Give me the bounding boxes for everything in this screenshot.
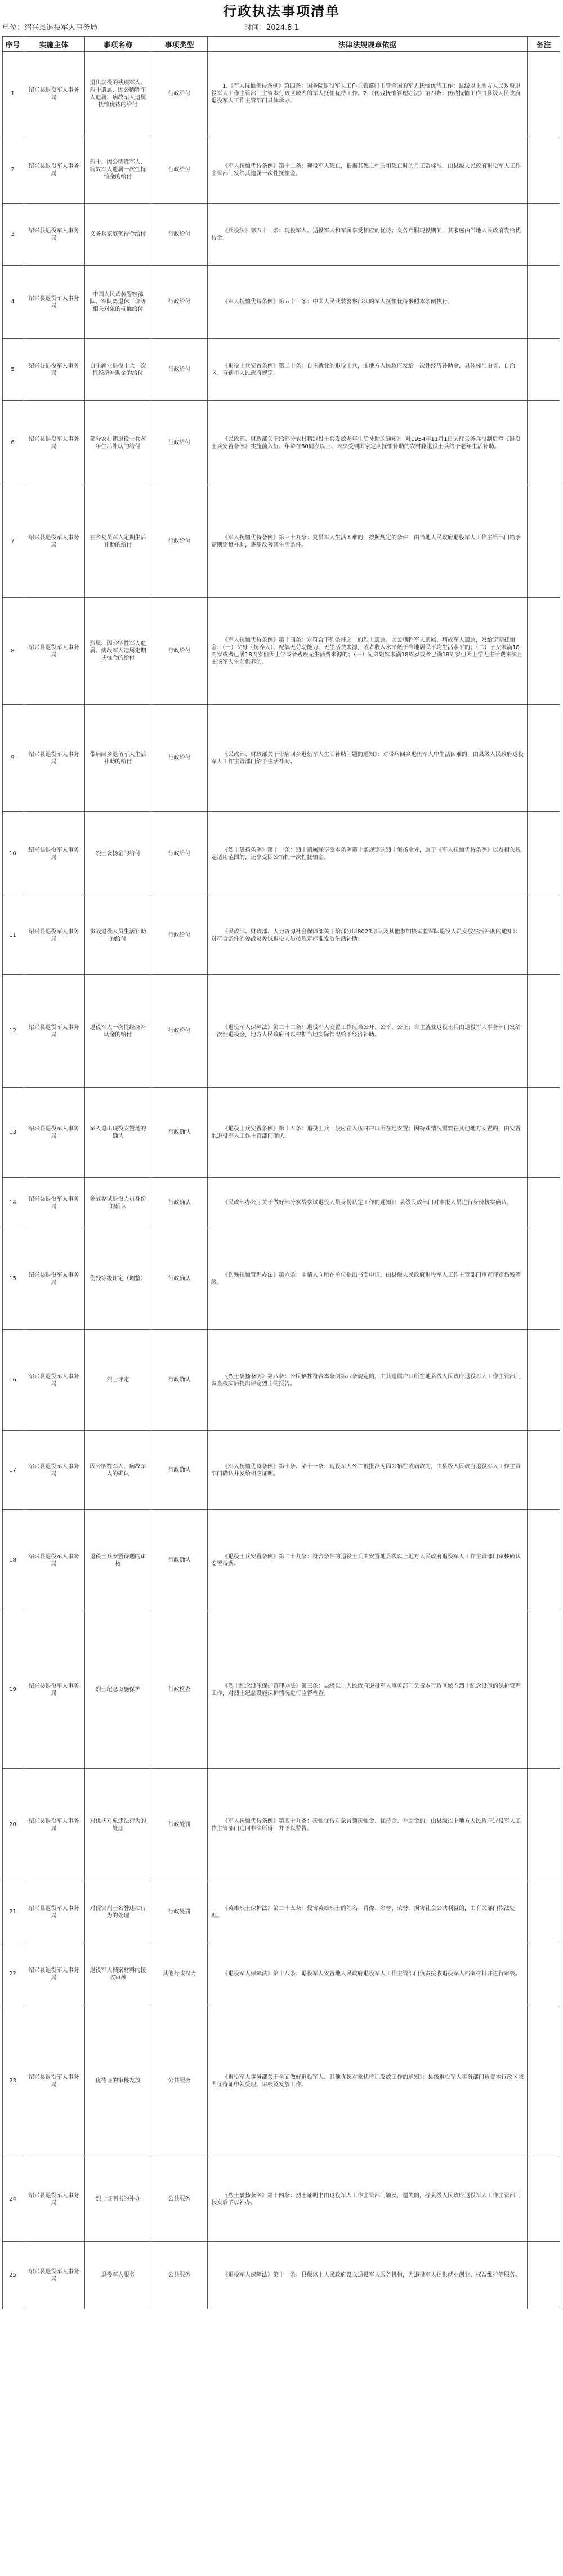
remarks-cell bbox=[528, 975, 560, 1088]
remarks-cell bbox=[528, 1431, 560, 1510]
serial-cell: 17 bbox=[3, 1431, 23, 1510]
serial-cell: 5 bbox=[3, 339, 23, 401]
item-name-cell: 烈士、因公牺牲军人、病故军人遗属一次性抚恤金的给付 bbox=[85, 136, 151, 204]
item-name-cell: 对优抚对象违法行为的处理 bbox=[85, 1769, 151, 1881]
subject-cell: 绍兴县退役军人事务局 bbox=[23, 204, 85, 266]
legal-basis-cell: 《军人抚恤优待条例》第五十一条：中国人民武装警察部队的军人抚恤优待参照本条例执行。 bbox=[208, 266, 528, 339]
serial-cell: 25 bbox=[3, 2242, 23, 2309]
serial-cell: 20 bbox=[3, 1769, 23, 1881]
serial-cell: 13 bbox=[3, 1088, 23, 1178]
header-subject: 实施主体 bbox=[23, 37, 85, 52]
table-row bbox=[3, 1943, 560, 2005]
item-type-cell: 行政给付 bbox=[151, 136, 208, 204]
item-name-cell: 退役军人档案材料的接收审核 bbox=[85, 1943, 151, 2005]
legal-basis-cell: 《兵役法》第五十一条：现役军人、退役军人和军属享受相应的优待；义务兵服现役期间，其家庭由当地人民政府发给优待金。 bbox=[208, 204, 528, 266]
item-name-cell: 伤残等级评定（调整） bbox=[85, 1228, 151, 1330]
table-header-row bbox=[3, 37, 560, 52]
subject-cell: 绍兴县退役军人事务局 bbox=[23, 136, 85, 204]
remarks-cell bbox=[528, 1510, 560, 1611]
remarks-cell bbox=[528, 266, 560, 339]
document-date: 时间：2024.8.1 bbox=[244, 24, 299, 32]
remarks-cell bbox=[528, 1178, 560, 1228]
remarks-cell bbox=[528, 1769, 560, 1881]
item-name-cell: 带病回乡退伍军人生活补助的给付 bbox=[85, 705, 151, 812]
remarks-cell bbox=[528, 485, 560, 598]
serial-cell: 18 bbox=[3, 1510, 23, 1611]
subject-cell: 绍兴县退役军人事务局 bbox=[23, 401, 85, 485]
subject-cell: 绍兴县退役军人事务局 bbox=[23, 598, 85, 705]
subject-cell: 绍兴县退役军人事务局 bbox=[23, 485, 85, 598]
remarks-cell bbox=[528, 2242, 560, 2309]
serial-cell: 12 bbox=[3, 975, 23, 1088]
legal-basis-cell: 《民政部、财政部、人力资源社会保障部关于给部分原8023部队及其他参加核试验军队退役人员发放生活补助的通知》：对符合条件的参战及参试退役人员按规定标准发放生活补助。 bbox=[208, 896, 528, 975]
table-row bbox=[3, 136, 560, 204]
document-title: 行政执法事项清单 bbox=[223, 3, 340, 19]
item-type-cell: 行政给付 bbox=[151, 485, 208, 598]
serial-cell: 9 bbox=[3, 705, 23, 812]
table-row bbox=[3, 401, 560, 485]
subject-cell: 绍兴县退役军人事务局 bbox=[23, 1769, 85, 1881]
subject-cell: 绍兴县退役军人事务局 bbox=[23, 2157, 85, 2242]
item-name-cell: 退出现役的残疾军人、烈士遗属、因公牺牲军人遗属、病故军人遗属抚恤优待的给付 bbox=[85, 52, 151, 136]
table-row bbox=[3, 1611, 560, 1769]
subject-cell: 绍兴县退役军人事务局 bbox=[23, 2242, 85, 2309]
subject-cell: 绍兴县退役军人事务局 bbox=[23, 705, 85, 812]
remarks-cell bbox=[528, 598, 560, 705]
legal-basis-cell: 《烈士褒扬条例》第八条：公民牺牲符合本条例第八条规定的，由其遗属户口所在地县级人民政府退役军人工作主管部门调查核实后提出评定烈士的报告。 bbox=[208, 1330, 528, 1431]
item-type-cell: 行政确认 bbox=[151, 1088, 208, 1178]
legal-basis-cell: 《退役士兵安置条例》第二十九条：符合条件的退役士兵由安置地县级以上地方人民政府退役军人工作主管部门审核确认安置待遇。 bbox=[208, 1510, 528, 1611]
legal-basis-cell: 《退役士兵安置条例》第二十条：自主就业的退役士兵，由地方人民政府发给一次性经济补助金，具体标准由省、自治区、直辖市人民政府规定。 bbox=[208, 339, 528, 401]
table-row bbox=[3, 975, 560, 1088]
table-row bbox=[3, 1178, 560, 1228]
serial-cell: 21 bbox=[3, 1881, 23, 1943]
header-item-name: 事项名称 bbox=[85, 37, 151, 52]
table-row bbox=[3, 705, 560, 812]
serial-cell: 24 bbox=[3, 2157, 23, 2242]
remarks-cell bbox=[528, 896, 560, 975]
header-item-type: 事项类型 bbox=[151, 37, 208, 52]
legal-basis-cell: 《烈士褒扬条例》第十一条：烈士遗属除享受本条例第十条规定的烈士褒扬金外，属于《军人抚恤优待条例》以及相关规定适用范围的，还享受因公牺牲一次性抚恤金。 bbox=[208, 812, 528, 896]
table-row bbox=[3, 52, 560, 136]
subject-cell: 绍兴县退役军人事务局 bbox=[23, 1088, 85, 1178]
item-type-cell: 行政给付 bbox=[151, 975, 208, 1088]
item-type-cell: 行政给付 bbox=[151, 598, 208, 705]
item-type-cell: 行政处罚 bbox=[151, 1769, 208, 1881]
table-row bbox=[3, 896, 560, 975]
remarks-cell bbox=[528, 812, 560, 896]
item-name-cell: 义务兵家庭优待金给付 bbox=[85, 204, 151, 266]
table-row bbox=[3, 1431, 560, 1510]
subject-cell: 绍兴县退役军人事务局 bbox=[23, 1431, 85, 1510]
serial-cell: 23 bbox=[3, 2005, 23, 2157]
table-row bbox=[3, 598, 560, 705]
item-type-cell: 行政给付 bbox=[151, 401, 208, 485]
item-name-cell: 军人退出现役安置地的确认 bbox=[85, 1088, 151, 1178]
serial-cell: 6 bbox=[3, 401, 23, 485]
remarks-cell bbox=[528, 2005, 560, 2157]
remarks-cell bbox=[528, 1088, 560, 1178]
serial-cell: 2 bbox=[3, 136, 23, 204]
item-type-cell: 公共服务 bbox=[151, 2242, 208, 2309]
subject-cell: 绍兴县退役军人事务局 bbox=[23, 896, 85, 975]
table-row bbox=[3, 812, 560, 896]
remarks-cell bbox=[528, 1330, 560, 1431]
item-name-cell: 优待证的审核发放 bbox=[85, 2005, 151, 2157]
table-row bbox=[3, 339, 560, 401]
serial-cell: 4 bbox=[3, 266, 23, 339]
item-type-cell: 行政给付 bbox=[151, 705, 208, 812]
legal-basis-cell: 《民政部、财政部关于给部分农村籍退役士兵发放老年生活补助的通知》：对1954年11月1日试行义务兵役制后至《退役士兵安置条例》实施前入伍、年龄在60周岁以上、未享受到国家定期抚恤补助的农村籍退役士兵给予老年生活补助。 bbox=[208, 401, 528, 485]
item-name-cell: 中国人民武装警察部队、军队离退休干部等相关对象的抚恤给付 bbox=[85, 266, 151, 339]
remarks-cell bbox=[528, 1611, 560, 1769]
document-meta bbox=[2, 23, 560, 34]
item-type-cell: 行政给付 bbox=[151, 266, 208, 339]
subject-cell: 绍兴县退役军人事务局 bbox=[23, 52, 85, 136]
remarks-cell bbox=[528, 52, 560, 136]
item-type-cell: 行政确认 bbox=[151, 1330, 208, 1431]
legal-basis-cell: 《退役军人保障法》第十八条：退役军人安置地人民政府退役军人工作主管部门负责接收退役军人档案材料并进行审核。 bbox=[208, 1943, 528, 2005]
table-row bbox=[3, 1881, 560, 1943]
item-type-cell: 其他行政权力 bbox=[151, 1943, 208, 2005]
legal-basis-cell: 《伤残抚恤管理办法》第六条：申请人向所在单位提出书面申请，由县级人民政府退役军人工作主管部门审查评定伤残等级。 bbox=[208, 1228, 528, 1330]
remarks-cell bbox=[528, 1228, 560, 1330]
subject-cell: 绍兴县退役军人事务局 bbox=[23, 1228, 85, 1330]
remarks-cell bbox=[528, 204, 560, 266]
table-row bbox=[3, 2242, 560, 2309]
legal-basis-cell: 《退役军人保障法》第二十二条：退役军人安置工作应当公开、公平、公正；自主就业退役士兵由退役军人事务部门发给一次性退役金，地方人民政府可以根据当地实际情况给予经济补助。 bbox=[208, 975, 528, 1088]
remarks-cell bbox=[528, 401, 560, 485]
subject-cell: 绍兴县退役军人事务局 bbox=[23, 1178, 85, 1228]
item-type-cell: 行政给付 bbox=[151, 52, 208, 136]
legal-basis-cell: 《军人抚恤优待条例》第三十九条：复员军人生活困难的，按照规定的条件，由当地人民政府退役军人工作主管部门给予定期定量补助，逐步改善其生活条件。 bbox=[208, 485, 528, 598]
subject-cell: 绍兴县退役军人事务局 bbox=[23, 339, 85, 401]
subject-cell: 绍兴县退役军人事务局 bbox=[23, 1330, 85, 1431]
serial-cell: 1 bbox=[3, 52, 23, 136]
table-body bbox=[3, 52, 560, 2309]
legal-basis-cell: 《烈士褒扬条例》第十四条：烈士证明书由退役军人工作主管部门颁发，遗失的，经县级人民政府退役军人工作主管部门核实后予以补办。 bbox=[208, 2157, 528, 2242]
item-type-cell: 行政给付 bbox=[151, 204, 208, 266]
item-name-cell: 烈士评定 bbox=[85, 1330, 151, 1431]
item-name-cell: 烈士纪念设施保护 bbox=[85, 1611, 151, 1769]
table-row bbox=[3, 2157, 560, 2242]
enforcement-items-table bbox=[2, 36, 560, 2309]
item-type-cell: 公共服务 bbox=[151, 2157, 208, 2242]
legal-basis-cell: 《军人抚恤优待条例》第十条、第十一条：现役军人死亡被批准为因公牺牲或病故的，由县级人民政府退役军人工作主管部门确认并发给相应证明。 bbox=[208, 1431, 528, 1510]
item-name-cell: 烈士褒扬金的给付 bbox=[85, 812, 151, 896]
legal-basis-cell: 《烈士纪念设施保护管理办法》第三条：县级以上人民政府退役军人事务部门负责本行政区域内烈士纪念设施的保护管理工作，对烈士纪念设施保护情况进行监督检查。 bbox=[208, 1611, 528, 1769]
header-legal-basis: 法律法规规章依据 bbox=[208, 37, 528, 52]
subject-cell: 绍兴县退役军人事务局 bbox=[23, 1943, 85, 2005]
legal-basis-cell: 《军人抚恤优待条例》第四十九条：抚恤优待对象冒领抚恤金、优待金、补助金的，由县级以上地方人民政府退役军人工作主管部门追回非法所得，并予以警告。 bbox=[208, 1769, 528, 1881]
table-row bbox=[3, 1510, 560, 1611]
item-type-cell: 公共服务 bbox=[151, 2005, 208, 2157]
subject-cell: 绍兴县退役军人事务局 bbox=[23, 2005, 85, 2157]
subject-cell: 绍兴县退役军人事务局 bbox=[23, 266, 85, 339]
remarks-cell bbox=[528, 1881, 560, 1943]
remarks-cell bbox=[528, 1943, 560, 2005]
serial-cell: 15 bbox=[3, 1228, 23, 1330]
table-row bbox=[3, 204, 560, 266]
item-name-cell: 烈士证明书的补办 bbox=[85, 2157, 151, 2242]
remarks-cell bbox=[528, 2157, 560, 2242]
serial-cell: 3 bbox=[3, 204, 23, 266]
serial-cell: 11 bbox=[3, 896, 23, 975]
item-name-cell: 退役军人服务 bbox=[85, 2242, 151, 2309]
item-type-cell: 行政确认 bbox=[151, 1228, 208, 1330]
serial-cell: 22 bbox=[3, 1943, 23, 2005]
legal-basis-cell: 《退役士兵安置条例》第十五条：退役士兵一般应在入伍时户口所在地安置；因特殊情况需要在其他地方安置的，由安置地退役军人工作主管部门确认。 bbox=[208, 1088, 528, 1178]
legal-basis-cell: 《退役军人保障法》第十一条：县级以上人民政府设立退役军人服务机构，为退役军人提供就业创业、权益维护等服务。 bbox=[208, 2242, 528, 2309]
remarks-cell bbox=[528, 705, 560, 812]
legal-basis-cell: 《军人抚恤优待条例》第十二条：现役军人死亡，根据其死亡性质和死亡时的月工资标准，由县级人民政府退役军人工作主管部门发给其遗属一次性抚恤金。 bbox=[208, 136, 528, 204]
table-row bbox=[3, 485, 560, 598]
header-serial: 序号 bbox=[3, 37, 23, 52]
item-name-cell: 因公牺牲军人、病故军人的确认 bbox=[85, 1431, 151, 1510]
remarks-cell bbox=[528, 339, 560, 401]
header-remarks: 备注 bbox=[528, 37, 560, 52]
serial-cell: 7 bbox=[3, 485, 23, 598]
serial-cell: 19 bbox=[3, 1611, 23, 1769]
item-name-cell: 烈属、因公牺牲军人遗属、病故军人遗属定期抚恤金的给付 bbox=[85, 598, 151, 705]
subject-cell: 绍兴县退役军人事务局 bbox=[23, 1881, 85, 1943]
subject-cell: 绍兴县退役军人事务局 bbox=[23, 1611, 85, 1769]
legal-basis-cell: 《英雄烈士保护法》第二十五条：侵害英雄烈士的姓名、肖像、名誉、荣誉，损害社会公共利益的，由有关部门依法处理。 bbox=[208, 1881, 528, 1943]
table-row bbox=[3, 1088, 560, 1178]
serial-cell: 14 bbox=[3, 1178, 23, 1228]
serial-cell: 16 bbox=[3, 1330, 23, 1431]
item-name-cell: 参战参试退役人员身份的确认 bbox=[85, 1178, 151, 1228]
table-row bbox=[3, 1228, 560, 1330]
item-type-cell: 行政给付 bbox=[151, 896, 208, 975]
issuing-unit: 单位：绍兴县退役军人事务局 bbox=[2, 24, 98, 32]
legal-basis-cell: 《民政部、财政部关于带病回乡退伍军人生活补助问题的通知》：对带病回乡退伍军人中生活困难的，由县级人民政府退役军人工作主管部门给予生活补助。 bbox=[208, 705, 528, 812]
item-type-cell: 行政处罚 bbox=[151, 1881, 208, 1943]
subject-cell: 绍兴县退役军人事务局 bbox=[23, 812, 85, 896]
item-type-cell: 行政确认 bbox=[151, 1178, 208, 1228]
table-row bbox=[3, 1330, 560, 1431]
subject-cell: 绍兴县退役军人事务局 bbox=[23, 975, 85, 1088]
item-type-cell: 行政给付 bbox=[151, 812, 208, 896]
item-type-cell: 行政给付 bbox=[151, 339, 208, 401]
table-row bbox=[3, 266, 560, 339]
item-type-cell: 行政检查 bbox=[151, 1611, 208, 1769]
table-row bbox=[3, 1769, 560, 1881]
remarks-cell bbox=[528, 136, 560, 204]
item-name-cell: 在乡复员军人定期生活补助的给付 bbox=[85, 485, 151, 598]
serial-cell: 10 bbox=[3, 812, 23, 896]
table-row bbox=[3, 2005, 560, 2157]
legal-basis-cell: 1.《军人抚恤优待条例》第四条：国务院退役军人工作主管部门主管全国的军人抚恤优待工作；县级以上地方人民政府退役军人工作主管部门主管本行政区域内的军人抚恤优待工作。2.《伤残抚恤管理办法》第四条：伤残抚恤工作由县级人民政府退役军人工作主管部门具体承办。 bbox=[208, 52, 528, 136]
serial-cell: 8 bbox=[3, 598, 23, 705]
legal-basis-cell: 《军人抚恤优待条例》第十四条：对符合下列条件之一的烈士遗属、因公牺牲军人遗属、病故军人遗属，发给定期抚恤金：（一）父母（抚养人）、配偶无劳动能力、无生活费来源，或者收入水平低于当地居民平均生活水平的；（二）子女未满18周岁或者已满18周岁但因上学或者残疾无生活费来源的；（三）兄弟姐妹未满18周岁或者已满18周岁但因上学无生活费来源且由该军人生前供养的。 bbox=[208, 598, 528, 705]
item-type-cell: 行政确认 bbox=[151, 1431, 208, 1510]
item-name-cell: 部分农村籍退役士兵老年生活补助的给付 bbox=[85, 401, 151, 485]
item-name-cell: 参战退役人员生活补助的给付 bbox=[85, 896, 151, 975]
item-type-cell: 行政确认 bbox=[151, 1510, 208, 1611]
item-name-cell: 退役士兵安置待遇的审核 bbox=[85, 1510, 151, 1611]
item-name-cell: 退役军人一次性经济补助金的给付 bbox=[85, 975, 151, 1088]
legal-basis-cell: 《退役军人事务部关于全面做好退役军人、其他优抚对象优待证发放工作的通知》：县级退役军人事务部门负责本行政区域内优待证申领受理、审核及发放工作。 bbox=[208, 2005, 528, 2157]
legal-basis-cell: 《民政部办公厅关于做好部分参战参试退役人员身份认定工作的通知》：县级民政部门对申报人员进行身份核实确认。 bbox=[208, 1178, 528, 1228]
subject-cell: 绍兴县退役军人事务局 bbox=[23, 1510, 85, 1611]
item-name-cell: 自主就业退役士兵一次性经济补助金的给付 bbox=[85, 339, 151, 401]
item-name-cell: 对侵害烈士名誉违法行为的处理 bbox=[85, 1881, 151, 1943]
